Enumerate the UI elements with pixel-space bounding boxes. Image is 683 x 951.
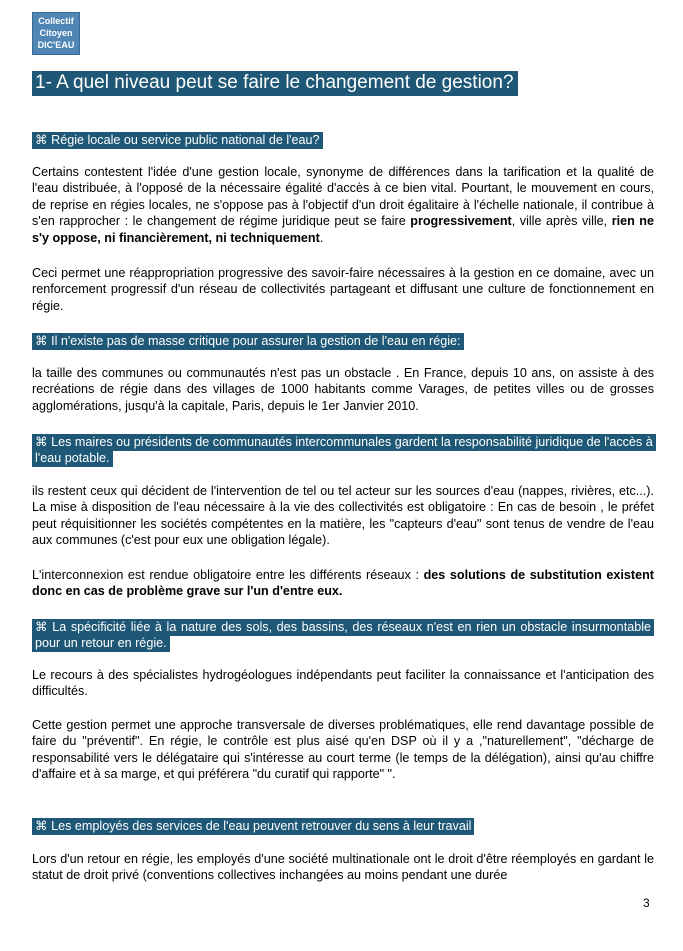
page-number: 3 [643, 896, 650, 910]
section-heading-responsabilite-juridique [32, 434, 654, 466]
heading-text: ⌘ Les employés des services de l'eau peuvent retrouver du sens à leur travail [32, 818, 474, 835]
bold-run: rien ne s'y oppose, ni financièrement, ni techniquement [32, 214, 655, 245]
logo-line-2: Citoyen [39, 28, 73, 38]
text-run: Ceci permet une réappropriation progressive des savoir-faire nécessaires à la gestion en ce domaine, avec un renforcement progressif d'un réseau de collectivités partageant et diffusant une culture de fonctionnement en régie. [32, 266, 654, 313]
collectif-logo [32, 12, 80, 55]
heading-text: ⌘ Il n'existe pas de masse critique pour assurer la gestion de l'eau en régie: [32, 333, 464, 350]
paragraph-hydrogeologues [32, 667, 654, 700]
paragraph-intervention-acteurs [32, 483, 654, 549]
text-run: Cette gestion permet une approche transversale de diverses problématiques, elle rend davantage possible de faire du "préventif". En régie, le contrôle est plus aisé qu'en DSP où il y a ,"naturellement", "décharge de responsabilité vers le délégataire qui s'intéresse au court terme (le temps de la délégation), ainsi qu'au chiffre d'affaire et à sa marge, et qui préférera "du curatif qui rapporte" ". [32, 718, 654, 782]
logo-line-3: DIC'EAU [37, 40, 75, 50]
paragraph-taille-communes [32, 365, 654, 414]
text-run: , ville après ville, [511, 214, 612, 229]
paragraph-gestion-locale [32, 164, 654, 246]
section-heading-specificite-sols [32, 619, 654, 651]
text-run: ils restent ceux qui décident de l'intervention de tel ou tel acteur sur les sources d'eau (nappes, rivières, etc...). La mise à disposition de l'eau nécessaire à la vie des collectivités est obligatoire : En cas de besoin , le préfet peut réquisitionner les sociétés compétentes en la matière, les "capteurs d'eau" sont tenus de vendre de l'eau aux communes (c'est pour eux une obligation légale). [32, 484, 654, 548]
heading-text: ⌘ Régie locale ou service public national de l'eau? [32, 132, 323, 149]
text-run: Certains contestent l'idée d'une gestion locale, synonyme de différences dans la tarification et la qualité de l'eau distribuée, à l'opposé de la nécessaire égalité d'accès à ce bien vital. Pourtant, le mouvement en cours, de reprise en régies locales, ne s'oppose pas à l'objectif d'un droit égalitaire à l'échelle nationale, il contribue à s'en rapprocher : le changement de régime juridique peut se faire [32, 165, 654, 229]
paragraph-interconnexion [32, 567, 654, 600]
heading-text: ⌘ Les maires ou présidents de communautés intercommunales gardent la responsabilité juridique de l'accès à l'eau potable. [32, 434, 656, 467]
page-title: 1- A quel niveau peut se faire le changement de gestion? [32, 71, 518, 96]
section-heading-regie-locale [32, 132, 654, 148]
logo-line-1: Collectif [38, 16, 74, 26]
section-heading-masse-critique [32, 333, 654, 349]
paragraph-reappropriation [32, 265, 654, 314]
heading-text: ⌘ La spécificité liée à la nature des sols, des bassins, des réseaux n'est en rien un obstacle insurmontable pour un retour en régie. [32, 619, 654, 652]
text-run: Le recours à des spécialistes hydrogéologues indépendants peut faciliter la connaissance et l'anticipation des difficultés. [32, 668, 654, 699]
section-heading-employes [32, 818, 654, 834]
paragraph-retour-regie-employes [32, 851, 654, 884]
text-run: Lors d'un retour en régie, les employés d'une société multinationale ont le droit d'être réemployés en gardant le statut de droit privé (conventions collectives inchangées au moins pendant une durée [32, 852, 654, 883]
paragraph-approche-transversale [32, 717, 654, 783]
text-run: . [319, 230, 324, 245]
text-run: la taille des communes ou communautés n'est pas un obstacle . En France, depuis 10 ans, on assiste à des recréations de régie dans des villages de 1000 habitants comme Varages, de petites villes ou de grosses agglomérations, jusqu'à la capitale, Paris, depuis le 1er Janvier 2010. [32, 366, 654, 413]
text-run: L'interconnexion est rendue obligatoire entre les différents réseaux : [32, 568, 424, 582]
bold-run: progressivement [410, 214, 512, 229]
bold-run: des solutions de substitution existent donc en cas de problème grave sur l'un d'entre eux. [32, 568, 654, 599]
